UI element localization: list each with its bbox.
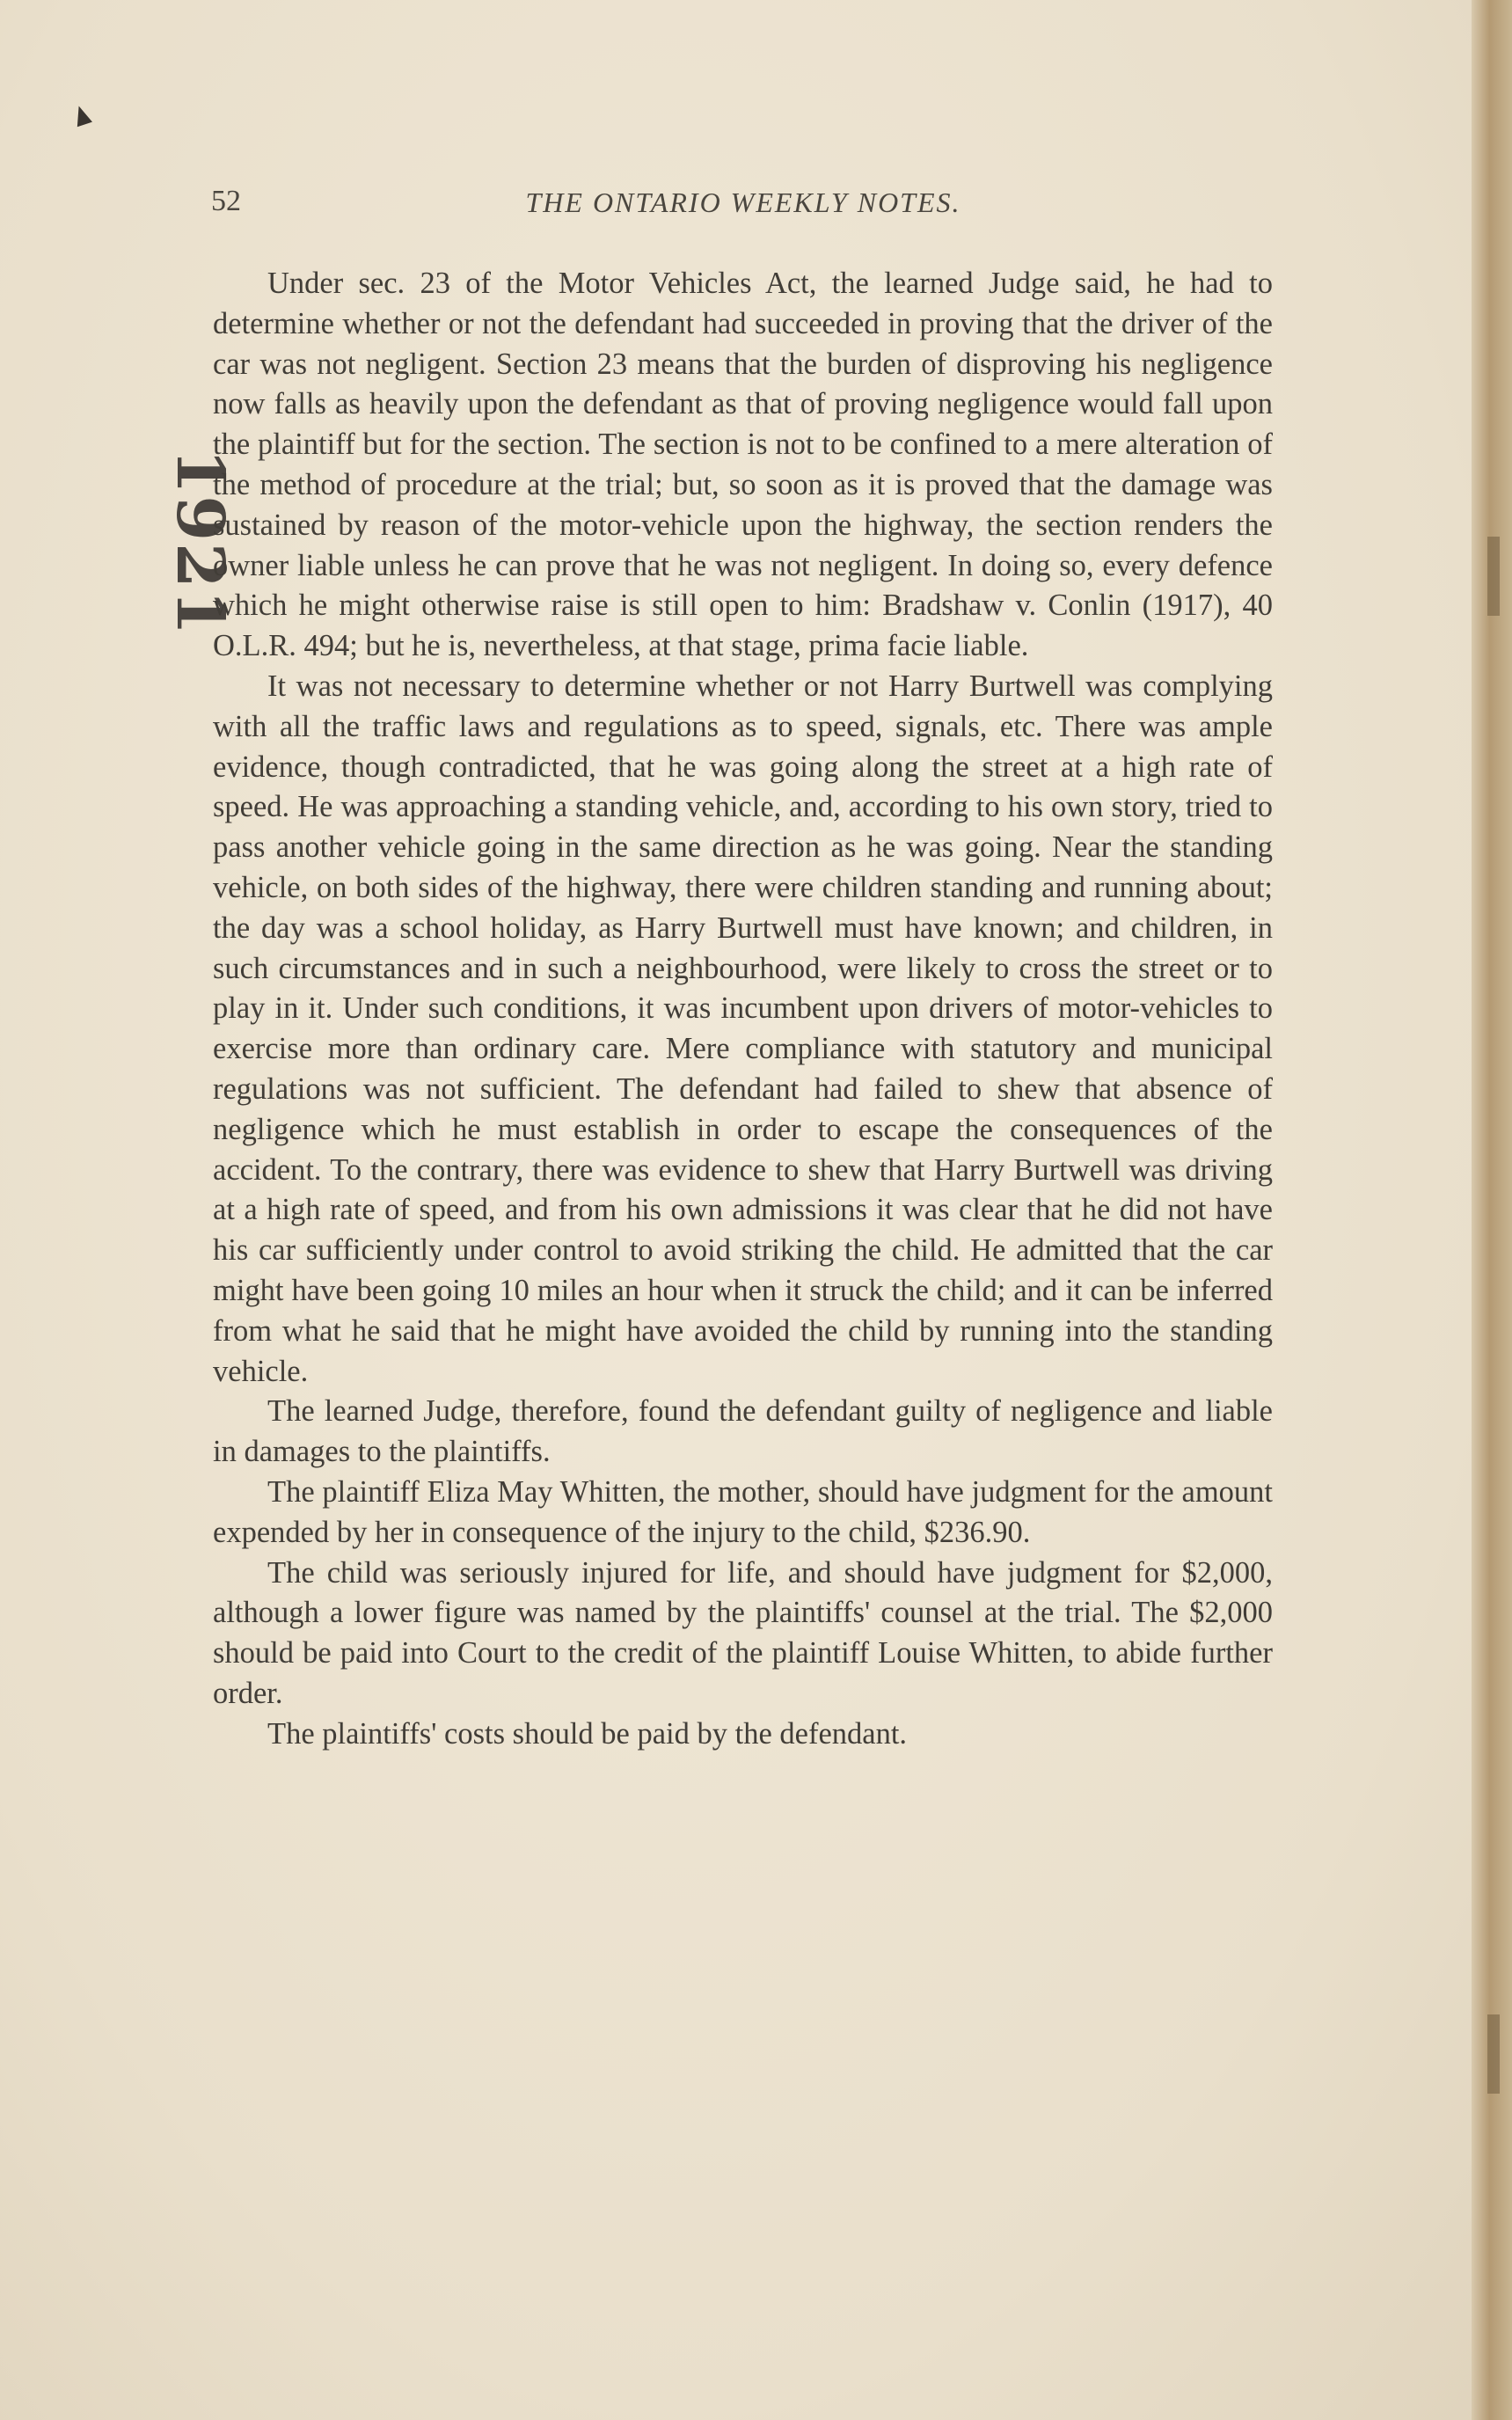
binding-edge [1472, 0, 1512, 2420]
paragraph: Under sec. 23 of the Motor Vehicles Act, the learned Judge said, he had to determine whether or not the defendant had succeeded in proving that the driver of the car was not negligent. Section 23 means that the burden of disproving his negligence now falls as heavily upon the defendant as that of proving negligence would fall upon the plaintiff but for the section. The section is not to be confined to a mere alteration of the method of procedure at the trial; but, so soon as it is proved that the damage was sustained by reason of the motor-vehicle upon the highway, the section renders the owner liable unless he can prove that he was not negligent. In doing so, every defence which he might otherwise raise is still open to him: Bradshaw v. Conlin (1917), 40 O.L.R. 494; but he is, nevertheless, at that stage, prima facie liable. [213, 267, 1273, 663]
binding-tab [1487, 2014, 1500, 2094]
paragraph: The child was seriously injured for life, and should have judgment for $2,000, although a lower figure was named by the plaintiffs' counsel at the trial. The $2,000 should be paid into Court to the credit of the plaintiff Louise Whitten, to abide further order. [213, 1555, 1273, 1710]
page-number: 52 [211, 185, 241, 217]
paragraph: The plaintiff Eliza May Whitten, the mother, should have judgment for the amount expended by her in consequence of the injury to the child, $236.90. [213, 1474, 1273, 1549]
journal-title: THE ONTARIO WEEKLY NOTES. [525, 186, 961, 218]
paragraph: The learned Judge, therefore, found the defendant guilty of negligence and liable in damages to the plaintiffs. [213, 1394, 1273, 1469]
margin-annotation: 1921 [162, 449, 237, 637]
paragraph: It was not necessary to determine whether or not Harry Burtwell was complying with all the traffic laws and regulations as to speed, signals, etc. There was ample evidence, though contradicted, that he was going along the street at a high rate of speed. He was approaching a standing vehicle, and, according to his own story, tried to pass another vehicle going in the same direction as he was going. Near the standing vehicle, on both sides of the highway, there were children standing and running about; the day was a school holiday, as Harry Burtwell must have known; and children, in such circumstances and in such a neighbourhood, were likely to cross the street or to play in it. Under such conditions, it was incumbent upon drivers of motor-vehicles to exercise more than ordinary care. Mere compliance with statutory and municipal regulations was not sufficient. The defendant had failed to shew that absence of negligence which he must establish in order to escape the consequences of the accident. To the contrary, there was evidence to shew that Harry Burtwell was driving at a high rate of speed, and from his own admissions it was clear that he did not have his car sufficiently under control to avoid striking the child. He admitted that the car might have been going 10 miles an hour when it struck the child; and it can be inferred from what he said that he might have avoided the child by running into the standing vehicle. [213, 669, 1273, 1388]
binding-tab [1487, 537, 1500, 616]
body-text [213, 264, 1273, 1754]
running-head [211, 185, 1275, 229]
paragraph: The plaintiffs' costs should be paid by the defendant. [267, 1716, 908, 1751]
